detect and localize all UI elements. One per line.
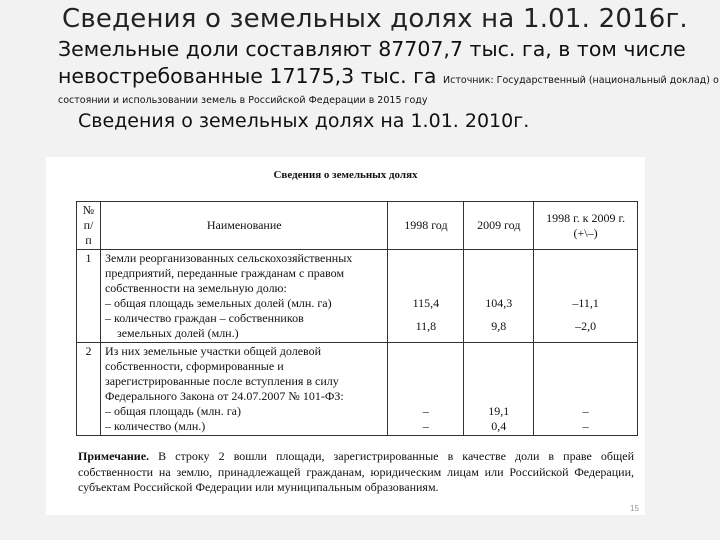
- col-header-no: № п/п: [77, 202, 101, 250]
- value-1998: [388, 250, 464, 343]
- value-area: 104,3: [485, 296, 513, 310]
- scanned-document: [46, 157, 645, 515]
- description-line: собственности, сформированные и: [104, 359, 284, 373]
- description-line: собственности на земельную долю:: [104, 281, 287, 295]
- source-note-continued: состоянии и использовании земель в Российской Федерации в 2015 году: [58, 95, 428, 106]
- value-count: –: [582, 419, 589, 433]
- value-count: 0,4: [491, 419, 507, 433]
- value-diff: [534, 343, 638, 436]
- description-line: – общая площадь (млн. га): [104, 404, 241, 418]
- summary-line-2-text: невостребованные 17175,3 тыс. га: [58, 64, 437, 88]
- value-area: –11,1: [572, 296, 599, 310]
- value-count: 9,8: [491, 319, 507, 333]
- col-header-1998: 1998 год: [388, 202, 464, 250]
- document-title: Сведения о земельных долях: [273, 169, 418, 181]
- table-header-row: [77, 202, 638, 250]
- page-number: 15: [630, 504, 639, 513]
- description-line: Из них земельные участки общей долевой: [104, 344, 322, 358]
- value-count: –2,0: [575, 319, 597, 333]
- source-note: Источник: Государственный (национальный доклад) о: [443, 75, 719, 86]
- document-note: [78, 449, 634, 496]
- value-area: –: [582, 404, 589, 418]
- row-number: 1: [77, 250, 101, 343]
- col-header-diff: 1998 г. к 2009 г. (+\–): [534, 202, 638, 250]
- value-area: 19,1: [488, 404, 510, 418]
- summary-line-1: Земельные доли составляют 87707,7 тыс. га, в том числе: [58, 37, 686, 61]
- description-line: Земли реорганизованных сельскохозяйственных: [104, 251, 353, 265]
- description-line: – количество граждан – собственников: [104, 311, 304, 325]
- table-row: [77, 250, 638, 343]
- summary-text: [58, 36, 719, 106]
- value-2009: [464, 250, 534, 343]
- land-shares-table: [76, 201, 638, 436]
- row-number: 2: [77, 343, 101, 436]
- description-line: – общая площадь земельных долей (млн. га): [104, 296, 332, 310]
- row-description: [100, 343, 387, 436]
- description-line: Федерального Закона от 24.07.2007 № 101-ФЗ:: [104, 389, 344, 403]
- row-description: [100, 250, 387, 343]
- col-header-name: Наименование: [100, 202, 387, 250]
- section-subtitle: Сведения о земельных долях на 1.01. 2010г.: [78, 110, 530, 132]
- value-area: –: [422, 404, 429, 418]
- slide-title: Сведения о земельных долях на 1.01. 2016г.: [62, 4, 688, 34]
- description-line: предприятий, переданные гражданам с правом: [104, 266, 345, 280]
- value-area: 115,4: [412, 296, 440, 310]
- value-count: –: [422, 419, 429, 433]
- description-line: земельных долей (млн.): [116, 326, 239, 340]
- value-2009: [464, 343, 534, 436]
- value-1998: [388, 343, 464, 436]
- description-line: зарегистрированные после вступления в силу: [104, 374, 339, 388]
- value-count: 11,8: [415, 319, 437, 333]
- note-text: В строку 2 вошли площади, зарегистрированные в качестве доли в праве общей собственности на землю, принадлежащей гражданам, юридическим лицам или Российской Федерации, субъектам Российской Федерации или муниципальным образованиям.: [78, 449, 634, 494]
- table-row: [77, 343, 638, 436]
- summary-line-2: [58, 63, 719, 94]
- note-label: Примечание.: [78, 449, 150, 463]
- col-header-2009: 2009 год: [464, 202, 534, 250]
- description-line: – количество (млн.): [104, 419, 206, 433]
- value-diff: [534, 250, 638, 343]
